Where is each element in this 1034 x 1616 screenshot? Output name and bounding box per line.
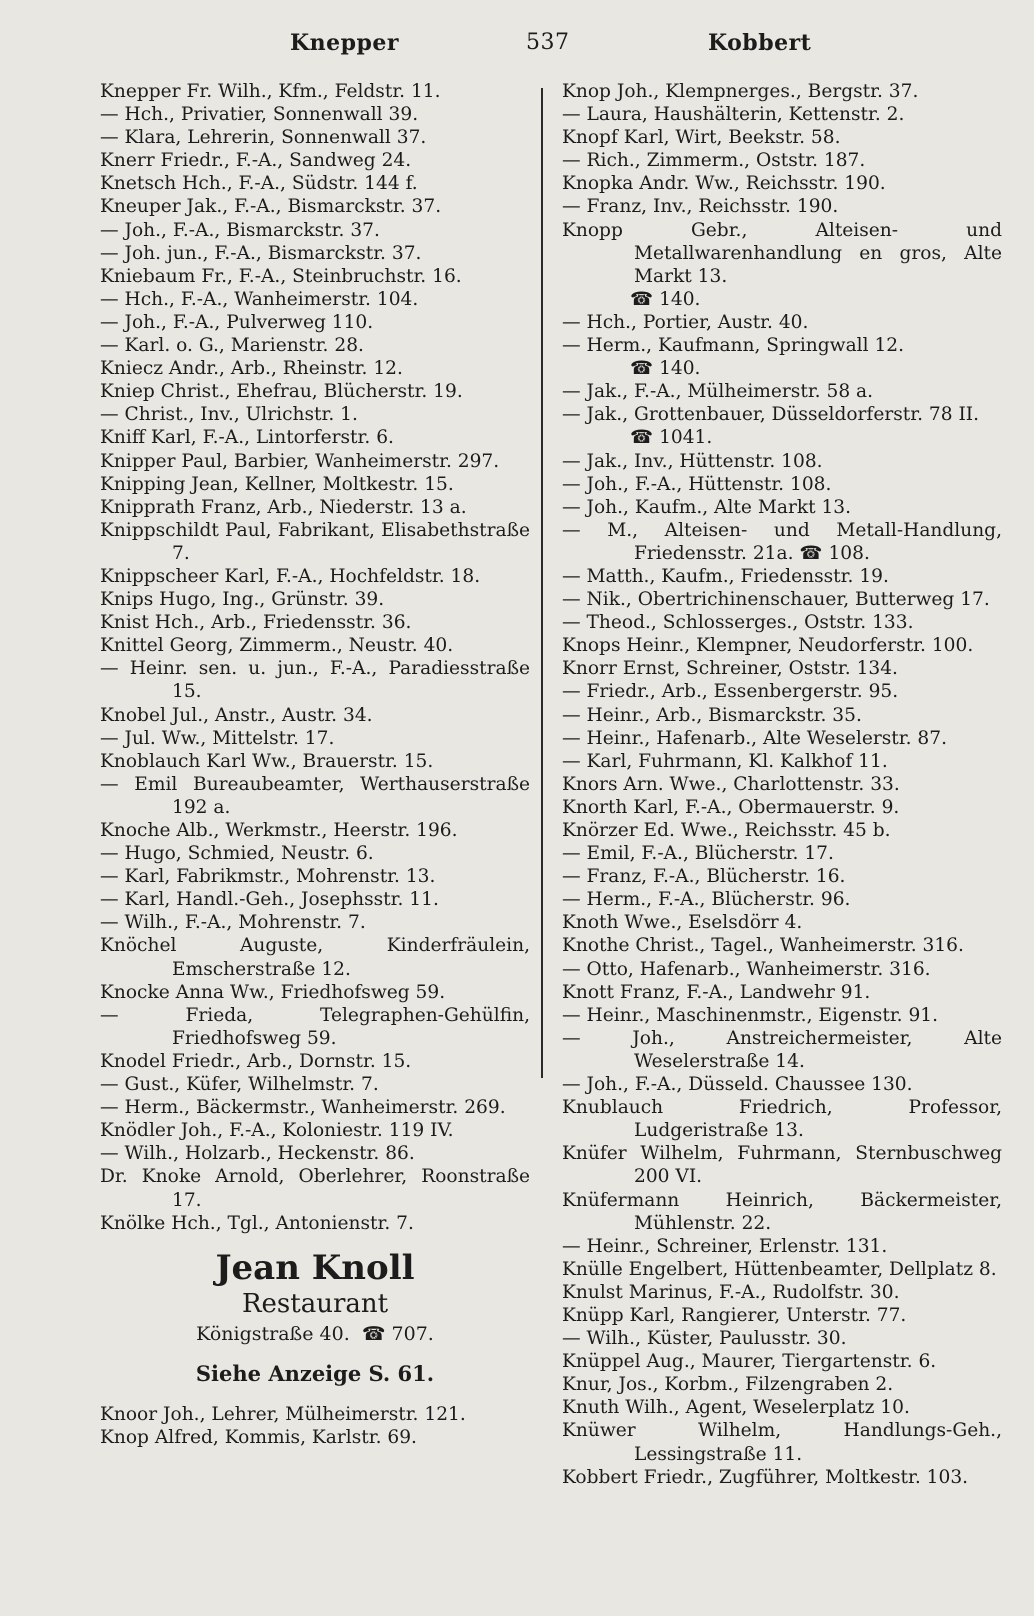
directory-entry: Kniebaum Fr., F.-A., Steinbruchstr. 16.: [100, 265, 462, 287]
directory-entry: — Jak., F.-A., Mülheimerstr. 58 a.: [562, 381, 874, 403]
directory-entry: Knublauch Friedrich, Professor, Ludgeristraße 13.: [562, 1097, 1002, 1142]
directory-entry: Knobel Jul., Anstr., Austr. 34.: [100, 704, 373, 726]
right-entries: [562, 80, 1002, 1489]
left-entries-top: [100, 80, 530, 1235]
page-number: 537: [526, 30, 570, 55]
directory-entry: Knöchel Auguste, Kinderfräulein, Emscherstraße 12.: [100, 935, 530, 980]
ad-address-line: [100, 1319, 530, 1349]
ad-address: Königstraße 40.: [196, 1322, 350, 1345]
directory-entry: Knops Heinr., Klempner, Neudorferstr. 100.: [562, 635, 974, 657]
directory-entry: — Hch., Privatier, Sonnenwall 39.: [100, 104, 419, 126]
directory-entry: Knüfermann Heinrich, Bäckermeister, Mühlenstr. 22.: [562, 1189, 1002, 1234]
directory-entry: Knittel Georg, Zimmerm., Neustr. 40.: [100, 635, 454, 657]
directory-entry: Knoche Alb., Werkmstr., Heerstr. 196.: [100, 820, 458, 841]
directory-entry: Knothe Christ., Tagel., Wanheimerstr. 316.: [562, 935, 964, 957]
directory-entry: Knödler Joh., F.-A., Koloniestr. 119 IV.: [100, 1120, 454, 1142]
directory-entry: Dr. Knoke Arnold, Oberlehrer, Roonstraße 17.: [100, 1166, 530, 1211]
directory-entry: Knors Arn. Wwe., Charlottenstr. 33.: [562, 773, 900, 795]
directory-entry: — Herm., F.-A., Blücherstr. 96.: [562, 889, 851, 911]
advertisement: [100, 1247, 530, 1389]
ad-phone: 707.: [391, 1322, 434, 1345]
directory-entry: Kniecz Andr., Arb., Rheinstr. 12.: [100, 358, 403, 380]
directory-entry: Knörzer Ed. Wwe., Reichsstr. 45 b.: [562, 820, 891, 841]
directory-entry: — Theod., Schlosserges., Oststr. 133.: [562, 612, 914, 634]
directory-entry: — Emil, F.-A., Blücherstr. 17.: [562, 843, 834, 865]
directory-entry: — Matth., Kaufm., Friedensstr. 19.: [562, 565, 889, 587]
directory-entry: ☎ 140.: [630, 358, 701, 380]
directory-entry: — Wilh., F.-A., Mohrenstr. 7.: [100, 912, 366, 934]
directory-entry: Knipping Jean, Kellner, Moltkestr. 15.: [100, 473, 454, 495]
directory-entry: — Rich., Zimmerm., Oststr. 187.: [562, 150, 866, 172]
directory-entry: — Herm., Bäckermstr., Wanheimerstr. 269.: [100, 1097, 506, 1119]
ad-reference: Siehe Anzeige S. 61.: [195, 1360, 435, 1386]
directory-entry: — Frieda, Telegraphen-Gehülfin, Friedhofsweg 59.: [100, 1004, 530, 1049]
directory-entry: — Franz, F.-A., Blücherstr. 16.: [562, 866, 846, 888]
directory-entry: — Joh., F.-A., Düsseld. Chaussee 130.: [562, 1074, 913, 1096]
telephone-icon: ☎: [361, 1322, 386, 1345]
left-column: [100, 80, 530, 1449]
directory-entry: Kniep Christ., Ehefrau, Blücherstr. 19.: [100, 381, 463, 403]
directory-entry: — Hch., F.-A., Wanheimerstr. 104.: [100, 288, 419, 310]
directory-entry: Knippscheer Karl, F.-A., Hochfeldstr. 18.: [100, 565, 481, 587]
directory-entry: — Klara, Lehrerin, Sonnenwall 37.: [100, 127, 427, 149]
left-entries-bottom: [100, 1403, 530, 1449]
directory-entry: Knetsch Hch., F.-A., Südstr. 144 f.: [100, 173, 418, 195]
directory-entry: Knur, Jos., Korbm., Filzengraben 2.: [562, 1374, 894, 1396]
directory-entry: Knocke Anna Ww., Friedhofsweg 59.: [100, 981, 446, 1003]
directory-entry: — Karl, Handl.-Geh., Josephsstr. 11.: [100, 889, 439, 911]
directory-entry: Knüpp Karl, Rangierer, Unterstr. 77.: [562, 1304, 907, 1326]
directory-entry: Knüfer Wilhelm, Fuhrmann, Sternbuschweg 200 VI.: [562, 1143, 1002, 1188]
directory-entry: Knop Alfred, Kommis, Karlstr. 69.: [100, 1426, 417, 1448]
directory-entry: — Joh., F.-A., Hüttenstr. 108.: [562, 473, 832, 495]
ad-subtitle: Restaurant: [241, 1288, 389, 1319]
directory-entry: — Friedr., Arb., Essenbergerstr. 95.: [562, 681, 899, 703]
directory-entry: Kobbert Friedr., Zugführer, Moltkestr. 103.: [562, 1466, 969, 1488]
directory-entry: Knepper Fr. Wilh., Kfm., Feldstr. 11.: [100, 81, 441, 102]
directory-entry: Knoth Wwe., Eselsdörr 4.: [562, 912, 803, 934]
right-column: [562, 80, 1002, 1489]
directory-entry: Knüwer Wilhelm, Handlungs-Geh., Lessingstraße 11.: [562, 1420, 1002, 1465]
directory-entry: — Emil Bureaubeamter, Werthauserstraße 192 a.: [100, 773, 530, 818]
directory-entry: Knorr Ernst, Schreiner, Oststr. 134.: [562, 658, 898, 680]
directory-entry: Knopp Gebr., Alteisen- und Metallwarenhandlung en gros, Alte Markt 13.: [562, 219, 1002, 287]
directory-entry: — Heinr. sen. u. jun., F.-A., Paradiesstraße 15.: [100, 658, 530, 703]
directory-entry: Kneuper Jak., F.-A., Bismarckstr. 37.: [100, 196, 442, 218]
directory-entry: Knips Hugo, Ing., Grünstr. 39.: [100, 589, 385, 611]
directory-entry: Knölke Hch., Tgl., Antonienstr. 7.: [100, 1212, 414, 1234]
directory-entry: — Heinr., Hafenarb., Alte Weselerstr. 87.: [562, 727, 947, 749]
directory-entry: — Herm., Kaufmann, Springwall 12.: [562, 335, 905, 357]
directory-entry: — Jak., Inv., Hüttenstr. 108.: [562, 450, 823, 472]
header-left-keyword: Knepper: [290, 30, 399, 56]
directory-entry: ☎ 140.: [630, 288, 701, 310]
directory-entry: Knist Hch., Arb., Friedensstr. 36.: [100, 612, 412, 634]
directory-entry: — Heinr., Schreiner, Erlenstr. 131.: [562, 1235, 888, 1257]
directory-entry: — Heinr., Maschinenmstr., Eigenstr. 91.: [562, 1004, 939, 1026]
directory-entry: — Karl, Fabrikmstr., Mohrenstr. 13.: [100, 866, 436, 888]
directory-entry: Knippschildt Paul, Fabrikant, Elisabethstraße 7.: [100, 519, 530, 564]
directory-entry: — Wilh., Holzarb., Heckenstr. 86.: [100, 1143, 415, 1165]
directory-entry: — Karl, Fuhrmann, Kl. Kalkhof 11.: [562, 750, 888, 772]
directory-entry: — Franz, Inv., Reichsstr. 190.: [562, 196, 839, 218]
directory-entry: — Joh., Kaufm., Alte Markt 13.: [562, 496, 852, 518]
directory-entry: — Laura, Haushälterin, Kettenstr. 2.: [562, 104, 905, 126]
directory-entry: — Karl. o. G., Marienstr. 28.: [100, 335, 364, 357]
directory-entry: Knopka Andr. Ww., Reichsstr. 190.: [562, 173, 886, 195]
directory-entry: — Wilh., Küster, Paulusstr. 30.: [562, 1328, 847, 1350]
directory-entry: — Jul. Ww., Mittelstr. 17.: [100, 727, 335, 749]
directory-entry: — Heinr., Arb., Bismarckstr. 35.: [562, 704, 862, 726]
directory-entry: — Hugo, Schmied, Neustr. 6.: [100, 843, 374, 865]
directory-entry: Knoblauch Karl Ww., Brauerstr. 15.: [100, 750, 434, 772]
directory-entry: Knuth Wilh., Agent, Weselerplatz 10.: [562, 1397, 910, 1419]
directory-entry: — Otto, Hafenarb., Wanheimerstr. 316.: [562, 958, 931, 980]
directory-entry: — Jak., Grottenbauer, Düsseldorferstr. 78 II.: [562, 404, 980, 426]
directory-entry: Knoor Joh., Lehrer, Mülheimerstr. 121.: [100, 1403, 466, 1425]
directory-entry: Knulst Marinus, F.-A., Rudolfstr. 30.: [562, 1281, 900, 1303]
header-right-keyword: Kobbert: [708, 30, 812, 56]
directory-entry: — M., Alteisen- und Metall-Handlung, Friedensstr. 21a. ☎ 108.: [562, 519, 1002, 564]
column-divider: [541, 88, 543, 1078]
directory-entry: — Joh. jun., F.-A., Bismarckstr. 37.: [100, 242, 422, 264]
ad-name: Jean Knoll: [215, 1247, 415, 1288]
directory-entry: — Joh., F.-A., Bismarckstr. 37.: [100, 219, 380, 241]
directory-entry: — Joh., F.-A., Pulverweg 110.: [100, 311, 374, 333]
directory-entry: — Nik., Obertrichinenschauer, Butterweg 17.: [562, 589, 990, 611]
directory-entry: Knorth Karl, F.-A., Obermauerstr. 9.: [562, 796, 900, 818]
directory-entry: — Joh., Anstreichermeister, Alte Weselerstraße 14.: [562, 1027, 1002, 1072]
directory-entry: Knülle Engelbert, Hüttenbeamter, Dellplatz 8.: [562, 1258, 997, 1280]
directory-entry: Knop Joh., Klempnerges., Bergstr. 37.: [562, 81, 919, 102]
directory-entry: Knott Franz, F.-A., Landwehr 91.: [562, 981, 871, 1003]
directory-entry: — Christ., Inv., Ulrichstr. 1.: [100, 404, 358, 426]
directory-entry: ☎ 1041.: [630, 427, 713, 449]
directory-entry: — Gust., Küfer, Wilhelmstr. 7.: [100, 1074, 379, 1096]
directory-entry: Knerr Friedr., F.-A., Sandweg 24.: [100, 150, 412, 172]
directory-entry: Knipprath Franz, Arb., Niederstr. 13 a.: [100, 496, 467, 518]
directory-entry: Knopf Karl, Wirt, Beekstr. 58.: [562, 127, 841, 149]
directory-entry: Kniff Karl, F.-A., Lintorferstr. 6.: [100, 427, 394, 449]
directory-entry: — Hch., Portier, Austr. 40.: [562, 311, 809, 333]
directory-entry: Knüppel Aug., Maurer, Tiergartenstr. 6.: [562, 1351, 937, 1373]
directory-entry: Knipper Paul, Barbier, Wanheimerstr. 297.: [100, 450, 500, 472]
directory-entry: Knodel Friedr., Arb., Dornstr. 15.: [100, 1050, 412, 1072]
